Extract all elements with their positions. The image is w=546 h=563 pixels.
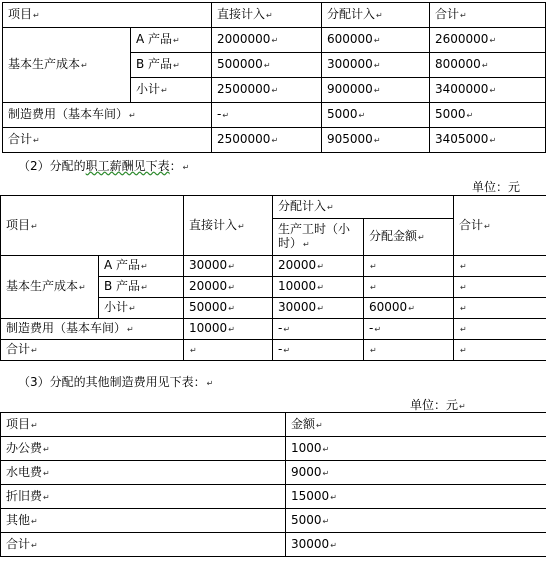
value-cell: -↵ <box>364 319 454 340</box>
paragraph-text: （2）分配的 <box>18 159 86 173</box>
table-row <box>1 485 546 509</box>
value-cell: 2600000↵ <box>430 28 546 53</box>
value-cell: 905000↵ <box>322 128 430 153</box>
row-label-cell: 合计↵ <box>3 128 212 153</box>
value-cell: -↵ <box>273 319 364 340</box>
value-cell: 30000↵ <box>286 533 546 557</box>
row-label-cell: B 产品↵ <box>99 277 184 298</box>
value-cell: -↵ <box>273 340 364 361</box>
row-label-cell: A 产品↵ <box>131 28 212 53</box>
table-row <box>3 103 546 128</box>
value-cell: 5000↵ <box>430 103 546 128</box>
value-cell: ↵ <box>454 277 546 298</box>
header-cell: 直接计入↵ <box>184 196 273 256</box>
value-cell: 1000↵ <box>286 437 546 461</box>
header-cell: 合计↵ <box>454 196 546 256</box>
row-label-cell: 其他↵ <box>1 509 286 533</box>
value-cell: 10000↵ <box>273 277 364 298</box>
row-label-cell: 合计↵ <box>1 533 286 557</box>
value-cell: 5000↵ <box>322 103 430 128</box>
value-cell: 500000↵ <box>212 53 322 78</box>
value-cell: ↵ <box>364 340 454 361</box>
value-cell: 2500000↵ <box>212 78 322 103</box>
table-row <box>1 319 546 340</box>
unit-label: 单位：元↵ <box>410 398 466 412</box>
paragraph-text: ： <box>169 159 182 173</box>
value-cell: ↵ <box>184 340 273 361</box>
value-cell: 20000↵ <box>273 256 364 277</box>
row-label-cell: 小计↵ <box>131 78 212 103</box>
table-row <box>1 437 546 461</box>
value-cell: 60000↵ <box>364 298 454 319</box>
value-cell: ↵ <box>454 298 546 319</box>
value-cell: 600000↵ <box>322 28 430 53</box>
header-cell: 项目↵ <box>1 413 286 437</box>
row-label-cell: 折旧费↵ <box>1 485 286 509</box>
row-label-cell: 制造费用（基本车间）↵ <box>1 319 184 340</box>
table-row <box>3 128 546 153</box>
table-row <box>1 461 546 485</box>
header-cell: 分配金额↵ <box>364 219 454 256</box>
cost-summary-table <box>2 2 546 153</box>
value-cell: -↵ <box>212 103 322 128</box>
header-cell: 项目↵ <box>3 3 212 28</box>
header-cell: 分配计入↵ <box>273 196 454 219</box>
paragraph-salary: （2）分配的职工薪酬见下表：↵ <box>18 159 190 173</box>
header-cell: 合计↵ <box>430 3 546 28</box>
unit-label: 单位：元 <box>472 180 521 194</box>
value-cell: 300000↵ <box>322 53 430 78</box>
header-cell: 生产工时（小时）↵ <box>273 219 364 256</box>
header-cell: 分配计入↵ <box>322 3 430 28</box>
underlined-text: 职工薪酬见下表 <box>85 159 170 173</box>
value-cell: 2000000↵ <box>212 28 322 53</box>
value-cell: ↵ <box>364 256 454 277</box>
row-label-cell: 合计↵ <box>1 340 184 361</box>
table-row <box>1 533 546 557</box>
row-label-cell: A 产品↵ <box>99 256 184 277</box>
value-cell: ↵ <box>364 277 454 298</box>
table-header-row <box>1 196 546 219</box>
value-cell: 5000↵ <box>286 509 546 533</box>
value-cell: 800000↵ <box>430 53 546 78</box>
table-header-row <box>3 3 546 28</box>
value-cell: 900000↵ <box>322 78 430 103</box>
row-label-cell: 制造费用（基本车间）↵ <box>3 103 212 128</box>
group-label-cell: 基本生产成本↵ <box>3 28 131 103</box>
value-cell: 3400000↵ <box>430 78 546 103</box>
value-cell: 30000↵ <box>184 256 273 277</box>
salary-allocation-table <box>0 195 546 361</box>
row-label-cell: 办公费↵ <box>1 437 286 461</box>
header-cell: 金额↵ <box>286 413 546 437</box>
value-cell: ↵ <box>454 319 546 340</box>
value-cell: 30000↵ <box>273 298 364 319</box>
table-row <box>1 340 546 361</box>
other-overhead-table <box>0 412 546 557</box>
row-label-cell: 小计↵ <box>99 298 184 319</box>
value-cell: 2500000↵ <box>212 128 322 153</box>
paragraph-other-overhead: （3）分配的其他制造费用见下表：↵ <box>18 375 214 389</box>
value-cell: ↵ <box>454 256 546 277</box>
group-label-cell: 基本生产成本↵ <box>1 256 99 319</box>
row-label-cell: 水电费↵ <box>1 461 286 485</box>
value-cell: ↵ <box>454 340 546 361</box>
row-label-cell: B 产品↵ <box>131 53 212 78</box>
table-header-row <box>1 413 546 437</box>
table-row <box>1 256 546 277</box>
value-cell: 15000↵ <box>286 485 546 509</box>
value-cell: 20000↵ <box>184 277 273 298</box>
value-cell: 3405000↵ <box>430 128 546 153</box>
header-cell: 直接计入↵ <box>212 3 322 28</box>
header-cell: 项目↵ <box>1 196 184 256</box>
value-cell: 50000↵ <box>184 298 273 319</box>
table-row <box>3 28 546 53</box>
table-row <box>1 509 546 533</box>
value-cell: 10000↵ <box>184 319 273 340</box>
value-cell: 9000↵ <box>286 461 546 485</box>
